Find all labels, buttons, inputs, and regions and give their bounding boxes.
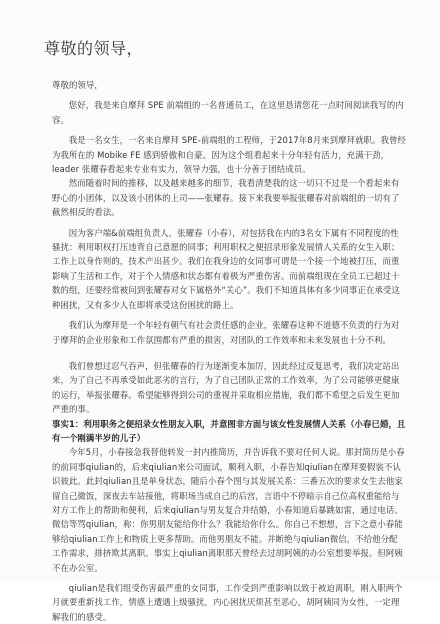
letter-body [52,78,406,624]
paragraph-decision: 我们曾想过忍气吞声，但张耀春的行为逐渐变本加厉，因此经过反复思考，我们决定站出来，为了自己不再承受如此恶劣的言行，为了自己团队正常的工作效率，为了公司能够更健康的运行，举报张耀春。希望能够得到公司的重视并采取相应措施，我们都不希望之后发生更加严重的事。 [52,360,400,415]
paragraph-fact-1-detail: 今年5月，小春接急我替他转发一封内推简历，并告诉我不要对任何人说。那封简历是小春的前同事qiulian的，后来qiulian来公司面试，顺利入职，小春告知qiulian在摩拜要假装不认识彼此。此封qiulian且是单身状态，随后小春个图与其发展关系：三番五次的要求女生去他家留自己微饭，深夜去车站接他，将职场当成自己的后宫，言语中不停暗示自己位高权重能给与对方工作上的帮助和便利，后来qiulian与男友复合并结婚，小春知道后暴跳如雷，通过电话、微信等骂qiulian，称：你男朋友能给你什么？我能给你什么。你自己不想想，言下之意小春能够给qiulian工作上和物质上更多帮助。而他男朋友不能。并断绝与qiulian微信，不给他分配工作需求，排挤欺其离职。事实上qiulian离职那天曾经去过胡阿姨的办公室想要举报。但阿姨不在办公室。 [52,447,405,573]
paragraph-accusation: 因为客户端&前端组负责人，张耀春（小春），对包括我在内的3名女下属有不同程度的性骚扰：利用职权打压违背自己意愿的同事；利用职权之便招录形象发展情人关系的女生入职；工作上以身作则的，技术产出甚少。我们在我身边的女同事可谓是一个接一个地被打压，而重影响了生活和工作，对于个人情感和状态都有着极为严重伤害。而前端组现在全员工已超过十数的组，还要经常被问到张耀春对女下属格外“关心”。我们不知道具体有多少同事正在承受这种困扰，又有多少人在即将承受这份困扰的路上。 [52,227,400,310]
greeting-line: 尊敬的领导， [52,80,103,90]
paragraph-self-intro: 我是一名女生，一名来自摩拜 SPE-前端组的工程师，于2017年8月来到摩拜就职。我曾经为我所在的 Mobike FE 感到骄傲和自豪。因为这个组看起来十分年轻有活力，充满干劲，leader 张耀春看起来专业有实力，领导力强，也十分善于团结成员。 [52,135,406,175]
fact-1-heading: 事实1：利用职务之便招录女性朋友入职，并意图非方面与该女性发展情人关系（小春已婚，且有一个刚满半岁的儿子） [52,418,406,443]
page-title: 尊敬的领导， [44,39,144,58]
paragraph-victim: qiulian是我们组受伤害最严重的女同事，工作受到严重影响以致于被迫离职，刚入职两个月就要重新找工作，情感上遭遇上级骚扰，内心困扰厌烦甚至恶心，胡阿姨同为女性，一定理解我们的感受。 [52,583,403,622]
paragraph-change: 然而随着时间的推移，以及越来越多的细节，我看清楚我的这一切只不过是一个看起来有野心的小团体，以及该小团体的上司——张耀春。接下来我要举报张耀春对前端组的一切有了截然相反的看法。 [52,178,400,218]
paragraph-intro: 您好，我是来自摩拜 SPE 前端组的一名普通员工，在这里恳请您花一点时间阅读我写的内容。 [52,100,404,125]
paragraph-company-impact: 我们认为摩拜是一个年轻有朝气有社会责任感的企业，张耀春这种不道德不负责的行为对于摩拜的企业形象和工作氛围都有严重的损害，对团队的工作效率和未来发展也十分不利。 [52,320,400,345]
